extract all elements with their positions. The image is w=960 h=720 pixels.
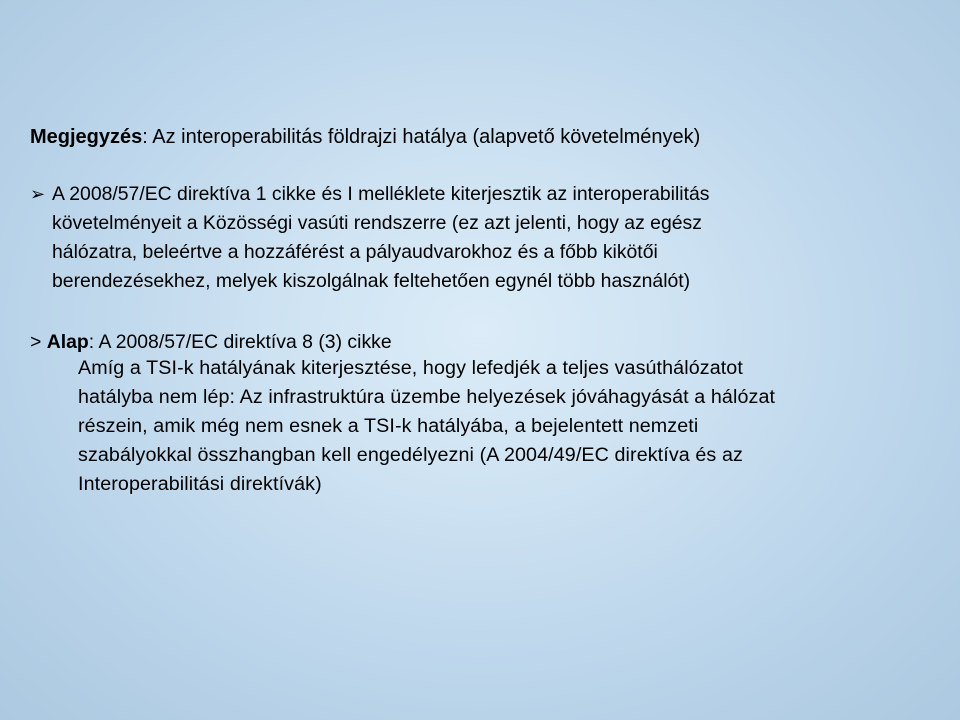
alap-body-line: részein, amik még nem esnek a TSI-k hatályába, a bejelentett nemzeti <box>78 415 699 437</box>
bullet-line: követelményeit a Közösségi vasúti rendszerre (ez azt jelenti, hogy az egész <box>52 212 702 234</box>
arrow-bullet-icon: ➢ <box>30 184 46 204</box>
note-label: Megjegyzés <box>30 126 143 148</box>
bullet-line: berendezésekhez, melyek kiszolgálnak feltehetően egynél több használót) <box>52 270 691 292</box>
alap-text: : A 2008/57/EC direktíva 8 (3) cikke <box>88 331 392 353</box>
bullet-line: hálózatra, beleértve a hozzáférést a pályaudvarokhoz és a főbb kikötői <box>52 241 658 263</box>
alap-body-line: Interoperabilitási direktívák) <box>78 473 322 495</box>
note-text: : Az interoperabilitás földrajzi hatálya (alapvető követelmények) <box>142 126 701 148</box>
alap-heading <box>30 329 392 355</box>
note-heading <box>30 124 700 150</box>
alap-label: Alap <box>46 331 89 353</box>
alap-prefix: > <box>30 331 47 353</box>
alap-body-line: Amíg a TSI-k hatályának kiterjesztése, hogy lefedjék a teljes vasúthálózatot <box>78 357 743 379</box>
alap-body-line: hatályba nem lép: Az infrastruktúra üzembe helyezések jóváhagyását a hálózat <box>78 386 776 408</box>
bullet-line: A 2008/57/EC direktíva 1 cikke és I melléklete kiterjesztik az interoperabilitás <box>52 183 710 205</box>
alap-body-line: szabályokkal összhangban kell engedélyezni (A 2004/49/EC direktíva és az <box>78 444 743 466</box>
